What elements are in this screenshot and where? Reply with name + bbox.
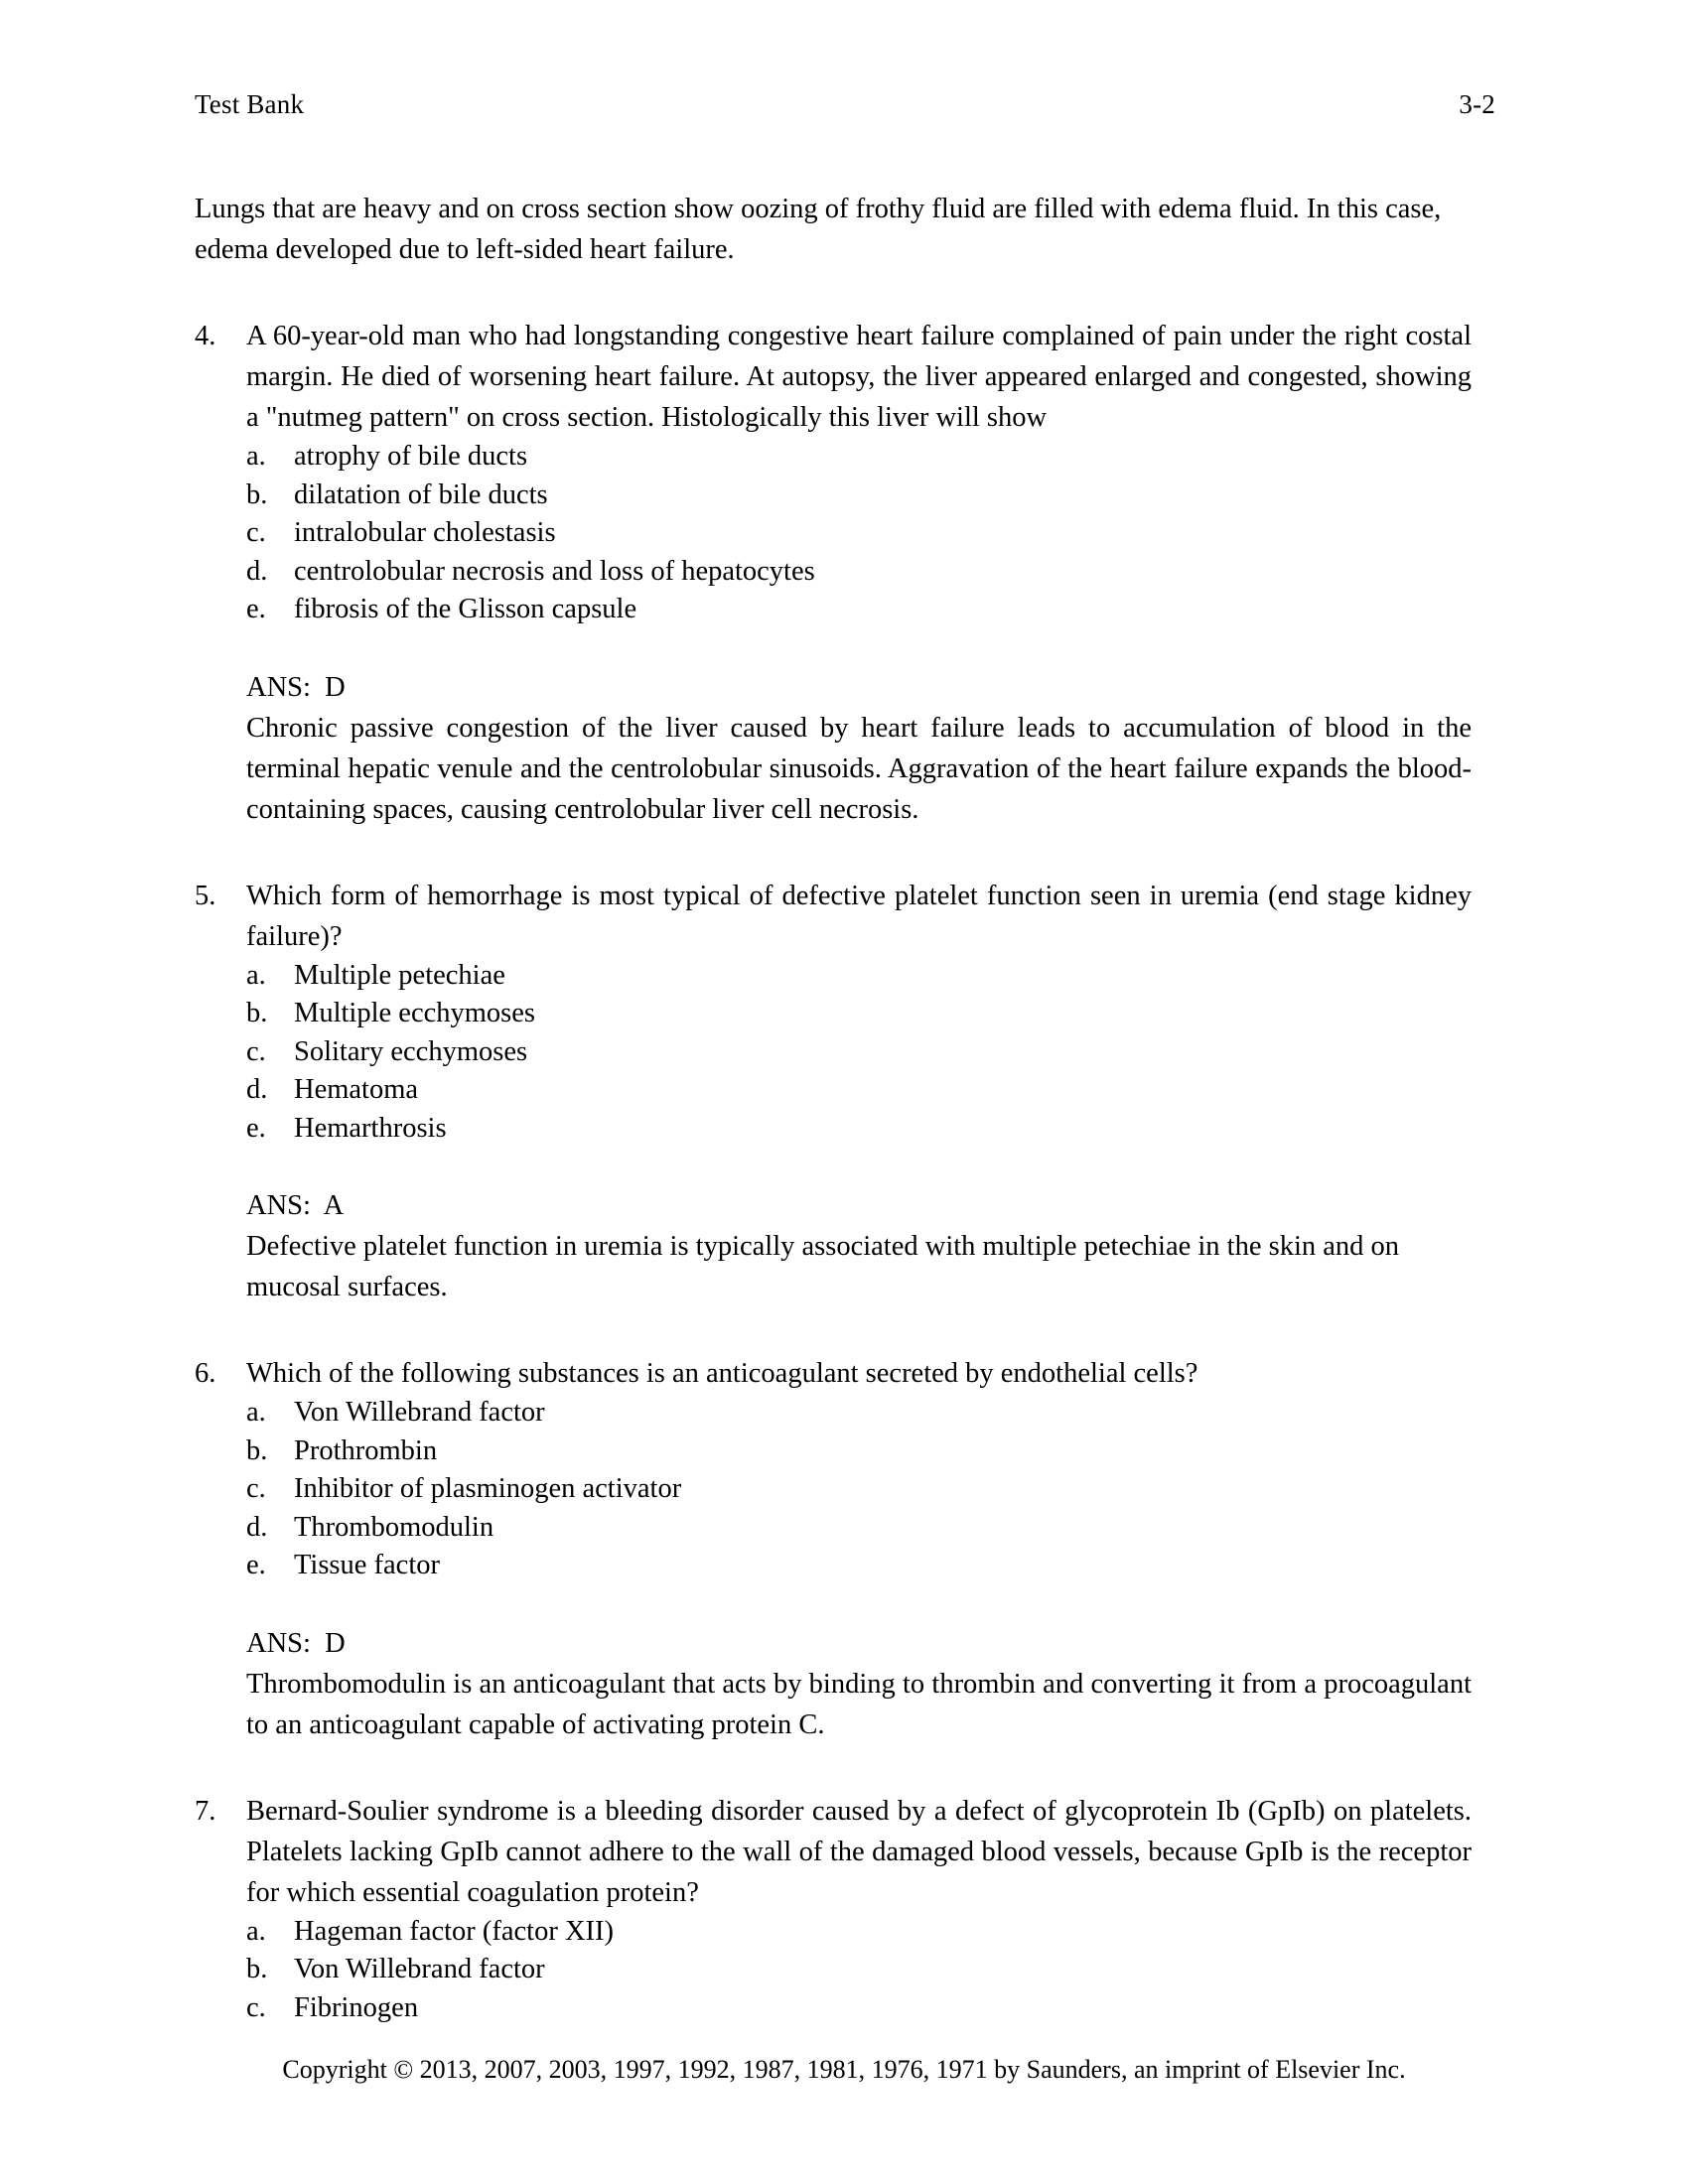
answer-rationale: Thrombomodulin is an anticoagulant that acts by binding to thrombin and converting it from a procoagulant to an anticoagulant capable of activating protein C. <box>246 1668 1472 1740</box>
option-label: Multiple petechiae <box>294 959 505 991</box>
option-label: Solitary ecchymoses <box>294 1035 528 1067</box>
question-stem-row <box>195 1353 1472 1394</box>
option-label: Fibrinogen <box>294 1991 419 2023</box>
copyright-notice: Copyright © 2013, 2007, 2003, 1997, 1992, 1987, 1981, 1976, 1971 by Saunders, an imprint of Elsevier Inc. <box>282 2055 1406 2084</box>
answer-key: ANS: D <box>246 1627 346 1659</box>
question-stem-row <box>195 1791 1472 1913</box>
option-a[interactable] <box>246 438 1472 477</box>
question-text: Which of the following substances is an anticoagulant secreted by endothelial cells? <box>246 1358 1198 1389</box>
question-number: 7. <box>195 1795 216 1827</box>
option-c[interactable] <box>246 1470 1472 1509</box>
option-letter: c. <box>246 1035 266 1067</box>
option-letter: b. <box>246 998 268 1028</box>
option-letter: d. <box>246 555 268 587</box>
question-text: Which form of hemorrhage is most typical of defective platelet function seen in uremia (end stage kidney failure)? <box>246 880 1472 952</box>
question-number: 6. <box>195 1358 216 1389</box>
option-letter: a. <box>246 1915 266 1947</box>
spacer <box>195 270 1472 316</box>
option-label: Inhibitor of plasminogen activator <box>294 1473 682 1504</box>
option-label: fibrosis of the Glisson capsule <box>294 594 637 624</box>
option-label: Von Willebrand factor <box>294 1954 545 1984</box>
intro-paragraph: Lungs that are heavy and on cross section show oozing of frothy fluid are filled with edema fluid. In this case, edema developed due to left-sided heart failure. <box>195 194 1442 265</box>
option-label: Thrombomodulin <box>294 1511 494 1543</box>
option-label: Von Willebrand factor <box>294 1397 545 1428</box>
option-letter: a. <box>246 1397 266 1428</box>
spacer <box>195 1745 1472 1791</box>
option-letter: c. <box>246 1473 266 1504</box>
option-a[interactable] <box>246 957 1472 996</box>
option-letter: c. <box>246 1991 266 2023</box>
spacer <box>195 629 1472 667</box>
answer-rationale: Defective platelet function in uremia is typically associated with multiple petechiae in the skin and on mucosal surfaces. <box>246 1231 1400 1302</box>
question-stem-row <box>195 876 1472 957</box>
option-list <box>195 957 1472 1149</box>
option-e[interactable] <box>246 1110 1472 1149</box>
option-label: intralobular cholestasis <box>294 517 556 548</box>
option-e[interactable] <box>246 591 1472 629</box>
option-b[interactable] <box>246 477 1472 515</box>
spacer <box>195 1585 1472 1623</box>
option-label: Multiple ecchymoses <box>294 998 535 1028</box>
option-c[interactable] <box>246 1989 1472 2028</box>
spacer <box>195 1148 1472 1185</box>
answer-block <box>195 667 1472 830</box>
option-list <box>195 438 1472 629</box>
spacer <box>195 830 1472 876</box>
question-number: 5. <box>195 880 216 911</box>
answer-key: ANS: D <box>246 671 346 703</box>
option-letter: b. <box>246 1954 268 1984</box>
question-block-4 <box>195 316 1472 830</box>
option-letter: b. <box>246 478 268 510</box>
running-head-title: Test Bank <box>195 89 305 119</box>
option-b[interactable] <box>246 995 1472 1033</box>
option-list <box>195 1913 1472 2028</box>
question-number: 4. <box>195 321 216 351</box>
answer-key: ANS: A <box>246 1190 345 1221</box>
option-label: Prothrombin <box>294 1434 438 1466</box>
option-e[interactable] <box>246 1547 1472 1585</box>
option-label: atrophy of bile ducts <box>294 441 528 472</box>
option-d[interactable] <box>246 553 1472 592</box>
document-body <box>195 189 1472 2027</box>
option-letter: e. <box>246 594 266 624</box>
option-label: centrolobular necrosis and loss of hepatocytes <box>294 555 815 587</box>
option-b[interactable] <box>246 1433 1472 1471</box>
option-letter: c. <box>246 517 266 548</box>
option-list <box>195 1394 1472 1585</box>
option-c[interactable] <box>246 1033 1472 1072</box>
answer-block <box>195 1623 1472 1745</box>
answer-rationale: Chronic passive congestion of the liver caused by heart failure leads to accumulation of blood in the terminal hepatic venule and the centrolobular sinusoids. Aggravation of the heart failure expands the blood-containing spaces, causing centrolobular liver cell necrosis. <box>246 712 1472 825</box>
question-block-5 <box>195 876 1472 1308</box>
page-folio-number: 3-2 <box>1459 89 1495 119</box>
option-label: Hemarthrosis <box>294 1112 447 1144</box>
option-label: Hageman factor (factor XII) <box>294 1915 615 1947</box>
question-stem-row <box>195 316 1472 438</box>
option-b[interactable] <box>246 1951 1472 1989</box>
option-label: Tissue factor <box>294 1550 440 1580</box>
option-label: Hematoma <box>294 1074 419 1105</box>
option-letter: a. <box>246 959 266 991</box>
question-block-6 <box>195 1353 1472 1745</box>
option-a[interactable] <box>246 1913 1472 1952</box>
answer-block <box>195 1185 1472 1307</box>
option-d[interactable] <box>246 1509 1472 1548</box>
option-a[interactable] <box>246 1394 1472 1433</box>
option-letter: e. <box>246 1112 266 1144</box>
option-c[interactable] <box>246 514 1472 553</box>
option-letter: a. <box>246 441 266 472</box>
running-head <box>195 91 1495 118</box>
question-text: A 60-year-old man who had longstanding congestive heart failure complained of pain under the right costal margin. He died of worsening heart failure. At autopsy, the liver appeared enlarged and congested, showing a "nutmeg pattern" on cross section. Histologically this liver will show <box>246 321 1472 433</box>
page-footer <box>0 2057 1688 2083</box>
option-letter: b. <box>246 1434 268 1466</box>
option-d[interactable] <box>246 1071 1472 1110</box>
question-block-7 <box>195 1791 1472 2028</box>
option-letter: d. <box>246 1511 268 1543</box>
spacer <box>195 1307 1472 1353</box>
option-label: dilatation of bile ducts <box>294 478 548 510</box>
question-text: Bernard-Soulier syndrome is a bleeding disorder caused by a defect of glycoprotein Ib (GpIb) on platelets. Platelets lacking GpIb cannot adhere to the wall of the damaged blood vessels, because GpIb is the receptor for which essential coagulation protein? <box>246 1795 1472 1908</box>
option-letter: e. <box>246 1550 266 1580</box>
option-letter: d. <box>246 1074 268 1105</box>
